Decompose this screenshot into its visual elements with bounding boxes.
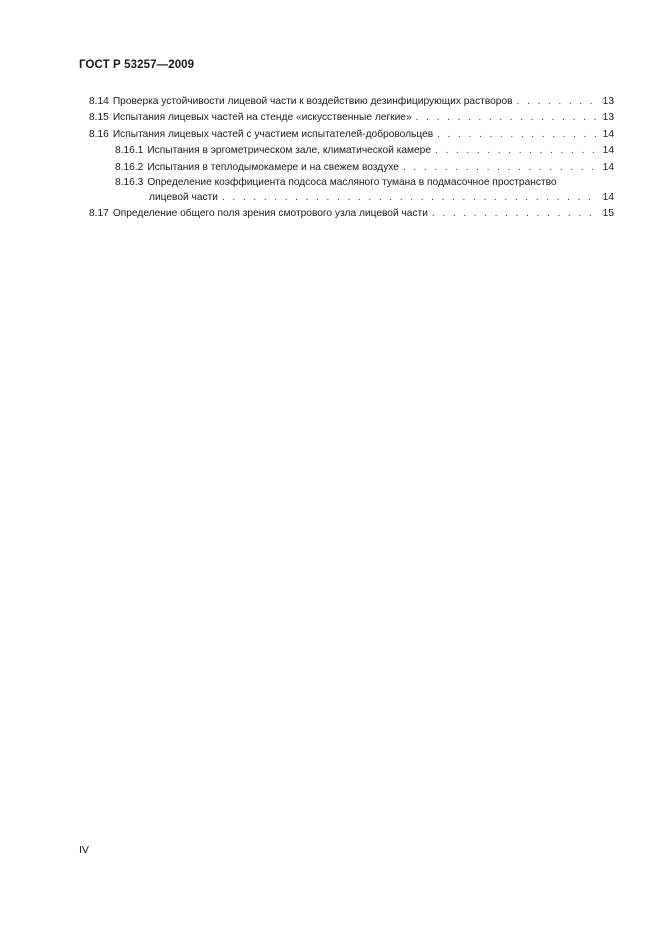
toc-entry-text — [89, 95, 596, 108]
toc-entry-page: 14 — [602, 161, 614, 173]
toc-entry-text — [89, 111, 596, 124]
toc-entry-number: 8.16.1 — [115, 145, 144, 156]
dot-leader — [222, 191, 596, 204]
toc-entry-page: 15 — [602, 208, 614, 219]
toc-entry-page: 14 — [602, 191, 614, 203]
toc-entry-number: 8.14 — [89, 95, 109, 107]
toc-entry-first-line — [115, 174, 614, 189]
toc-entry-number: 8.16 — [89, 128, 109, 140]
toc-entry-title: Испытания в эргометрическом зале, климатической камере — [147, 145, 432, 156]
dot-leader — [517, 95, 596, 108]
toc-entry-title-continuation: лицевой части — [149, 191, 218, 203]
toc-entry-title: Определение общего поля зрения смотрового узла лицевой части — [112, 208, 428, 219]
dot-leader — [435, 144, 596, 157]
toc-entry-8-17[interactable] — [79, 204, 614, 221]
toc-entry-title: Испытания лицевых частей на стенде «искусственные легкие» — [112, 112, 412, 123]
dot-leader — [403, 161, 596, 174]
page-number: IV — [79, 844, 89, 856]
toc-entry-title: Испытания лицевых частей с участием испытателей-добровольцев — [112, 128, 434, 140]
toc-entry-8-16-3[interactable] — [79, 174, 614, 204]
table-of-contents — [79, 91, 614, 220]
toc-entry-text — [115, 144, 596, 157]
dot-leader — [437, 128, 596, 141]
toc-entry-8-16[interactable] — [79, 124, 614, 141]
toc-entry-8-14[interactable] — [79, 91, 614, 108]
toc-entry-page: 13 — [602, 95, 614, 107]
toc-entry-8-15[interactable] — [79, 108, 614, 125]
toc-entry-title: Проверка устойчивости лицевой части к воздействию дезинфицирующих растворов — [112, 95, 513, 107]
dot-leader — [416, 111, 596, 124]
toc-entry-number: 8.16.3 — [115, 176, 144, 188]
toc-entry-text — [115, 174, 614, 204]
toc-entry-page: 14 — [602, 145, 614, 156]
toc-entry-number: 8.17 — [89, 208, 109, 219]
toc-entry-text — [115, 161, 596, 174]
toc-entry-number: 8.15 — [89, 112, 109, 123]
toc-entry-second-line — [115, 189, 614, 204]
toc-entry-8-16-2[interactable] — [79, 157, 614, 174]
toc-entry-page: 13 — [602, 112, 614, 123]
toc-entry-page: 14 — [602, 128, 614, 140]
toc-entry-text — [89, 207, 596, 220]
toc-entry-number: 8.16.2 — [115, 161, 144, 173]
toc-entry-title: Определение коэффициента подсоса масляного тумана в подмасочное пространство — [147, 176, 557, 188]
toc-entry-title: Испытания в теплодымокамере и на свежем воздухе — [147, 161, 399, 173]
toc-entry-text — [89, 128, 596, 141]
toc-entry-8-16-1[interactable] — [79, 141, 614, 158]
document-designation: ГОСТ Р 53257—2009 — [79, 59, 195, 71]
dot-leader — [432, 207, 596, 220]
